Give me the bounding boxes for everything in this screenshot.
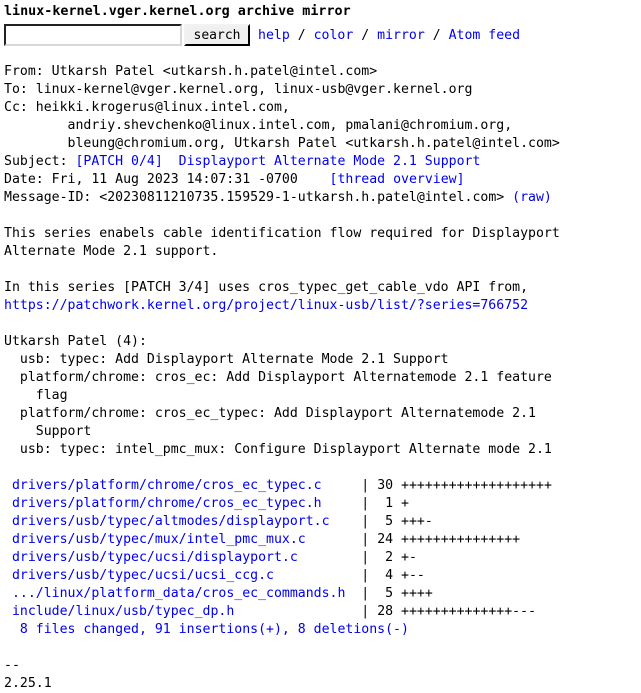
diffstat-file-link[interactable]: drivers/usb/typec/altmodes/displayport.c bbox=[11, 514, 330, 529]
diffstat-file-link[interactable]: include/linux/usb/typec_dp.h bbox=[11, 604, 235, 619]
from-value: Utkarsh Patel <utkarsh.h.patel@intel.com> bbox=[51, 64, 378, 79]
date-label: Date: bbox=[4, 172, 52, 187]
signature-version: 2.25.1 bbox=[4, 676, 52, 691]
shortlog-line: platform/chrome: cros_ec_typec: Add Displayport Alternatemode 2.1 bbox=[4, 406, 536, 421]
search-button[interactable]: search bbox=[184, 24, 250, 46]
diffstat-row: drivers/usb/typec/ucsi/displayport.c | 2 +- bbox=[11, 550, 417, 565]
nav-separator: / bbox=[289, 27, 314, 43]
diffstat-bar: ++++++++++++++--- bbox=[401, 604, 537, 619]
search-form bbox=[4, 24, 638, 46]
body-line: In this series [PATCH 3/4] uses cros_typec_get_cable_vdo API from, bbox=[4, 280, 529, 295]
diffstat-bar: +- bbox=[401, 550, 417, 565]
thread-overview-link[interactable]: [thread overview] bbox=[329, 172, 465, 187]
diffstat-file-link[interactable]: drivers/usb/typec/ucsi/ucsi_ccg.c bbox=[11, 568, 274, 583]
diffstat-count: 4 bbox=[377, 568, 394, 583]
diffstat-row: drivers/usb/typec/ucsi/ucsi_ccg.c | 4 +-- bbox=[11, 568, 425, 583]
diffstat-count: 5 bbox=[377, 514, 394, 529]
archive-title-link[interactable]: linux-kernel.vger.kernel.org archive mirror bbox=[4, 4, 351, 19]
nav-separator: / bbox=[424, 27, 449, 43]
subject-link[interactable]: [PATCH 0/4] Displayport Alternate Mode 2.1 Support bbox=[75, 154, 481, 169]
page bbox=[4, 0, 638, 693]
to-value: linux-kernel@vger.kernel.org, linux-usb@vger.kernel.org bbox=[35, 82, 473, 97]
search-input[interactable] bbox=[4, 24, 182, 46]
diffstat-row: drivers/usb/typec/altmodes/displayport.c | 5 +++- bbox=[11, 514, 433, 529]
cc-line-3: bleung@chromium.org, Utkarsh Patel <utkarsh.h.patel@intel.com> bbox=[4, 136, 560, 151]
color-link[interactable]: color bbox=[313, 27, 354, 43]
message-id-value: <20230811210735.159529-1-utkarsh.h.patel@intel.com> bbox=[99, 190, 505, 205]
date-value: Fri, 11 Aug 2023 14:07:31 -0700 bbox=[51, 172, 298, 187]
atom-feed-link[interactable]: Atom feed bbox=[448, 27, 521, 43]
diffstat-row: drivers/platform/chrome/cros_ec_typec.h | 1 + bbox=[11, 496, 409, 511]
diffstat-file-link[interactable]: .../linux/platform_data/cros_ec_commands.h bbox=[11, 586, 346, 601]
nav-separator: / bbox=[353, 27, 378, 43]
date-gap bbox=[298, 172, 330, 187]
diffstat-count: 28 bbox=[377, 604, 394, 619]
shortlog-line: Support bbox=[4, 424, 92, 439]
body-line: Alternate Mode 2.1 support. bbox=[4, 244, 219, 259]
help-link[interactable]: help bbox=[258, 27, 290, 43]
diffstat-bar: + bbox=[401, 496, 409, 511]
diffstat-bar: +++++++++++++++ bbox=[401, 532, 521, 547]
diffstat-row: .../linux/platform_data/cros_ec_commands.h | 5 ++++ bbox=[11, 586, 433, 601]
diffstat-count: 2 bbox=[377, 550, 394, 565]
from-label: From: bbox=[4, 64, 52, 79]
diffstat-bar: +++- bbox=[401, 514, 433, 529]
patchwork-link[interactable]: https://patchwork.kernel.org/project/linux-usb/list/?series=766752 bbox=[4, 298, 529, 313]
diffstat-bar: ++++ bbox=[401, 586, 433, 601]
subject-label: Subject: bbox=[4, 154, 76, 169]
message-headers bbox=[4, 63, 638, 693]
diffstat-file-link[interactable]: drivers/usb/typec/ucsi/displayport.c bbox=[11, 550, 298, 565]
shortlog-line: usb: typec: Add Displayport Alternate Mode 2.1 Support bbox=[4, 352, 449, 367]
cc-line-1: heikki.krogerus@linux.intel.com, bbox=[35, 100, 290, 115]
diffstat-file-link[interactable]: drivers/usb/typec/mux/intel_pmc_mux.c bbox=[11, 532, 306, 547]
diffstat-bar: +-- bbox=[401, 568, 425, 583]
message-id-label: Message-ID: bbox=[4, 190, 100, 205]
diffstat-count: 5 bbox=[377, 586, 394, 601]
diffstat-file-link[interactable]: drivers/platform/chrome/cros_ec_typec.c bbox=[11, 478, 322, 493]
diffstat-count: 1 bbox=[377, 496, 394, 511]
diffstat-count: 24 bbox=[377, 532, 394, 547]
cc-label: Cc: bbox=[4, 100, 36, 115]
mirror-link[interactable]: mirror bbox=[377, 27, 425, 43]
shortlog-line: usb: typec: intel_pmc_mux: Configure Displayport Alternate mode 2.1 bbox=[4, 442, 552, 457]
body-line: This series enabels cable identification flow required for Displayport bbox=[4, 226, 560, 241]
diffstat-summary bbox=[4, 622, 409, 637]
diffstat-file-link[interactable]: drivers/platform/chrome/cros_ec_typec.h bbox=[11, 496, 322, 511]
raw-link[interactable]: (raw) bbox=[512, 190, 552, 205]
cc-line-2: andriy.shevchenko@linux.intel.com, pmalani@chromium.org, bbox=[4, 118, 513, 133]
diffstat-summary-link[interactable]: 8 files changed, 91 insertions(+), 8 deletions(-) bbox=[11, 622, 409, 637]
shortlog-line: platform/chrome: cros_ec: Add Displayport Alternatemode 2.1 feature bbox=[4, 370, 552, 385]
diffstat-count: 30 bbox=[377, 478, 394, 493]
to-label: To: bbox=[4, 82, 36, 97]
shortlog-line: flag bbox=[4, 388, 68, 403]
page-title[interactable] bbox=[4, 3, 638, 21]
diffstat-row: drivers/platform/chrome/cros_ec_typec.c | 30 +++++++++++++++++++ bbox=[11, 478, 552, 493]
shortlog-header: Utkarsh Patel (4): bbox=[4, 334, 147, 349]
diffstat-bar: +++++++++++++++++++ bbox=[401, 478, 552, 493]
diffstat-row: include/linux/usb/typec_dp.h | 28 ++++++++++++++--- bbox=[11, 604, 537, 619]
signature-dashes: -- bbox=[4, 658, 28, 673]
diffstat-row: drivers/usb/typec/mux/intel_pmc_mux.c | 24 +++++++++++++++ bbox=[11, 532, 521, 547]
diffstat bbox=[4, 478, 552, 619]
nav-links bbox=[258, 28, 520, 43]
